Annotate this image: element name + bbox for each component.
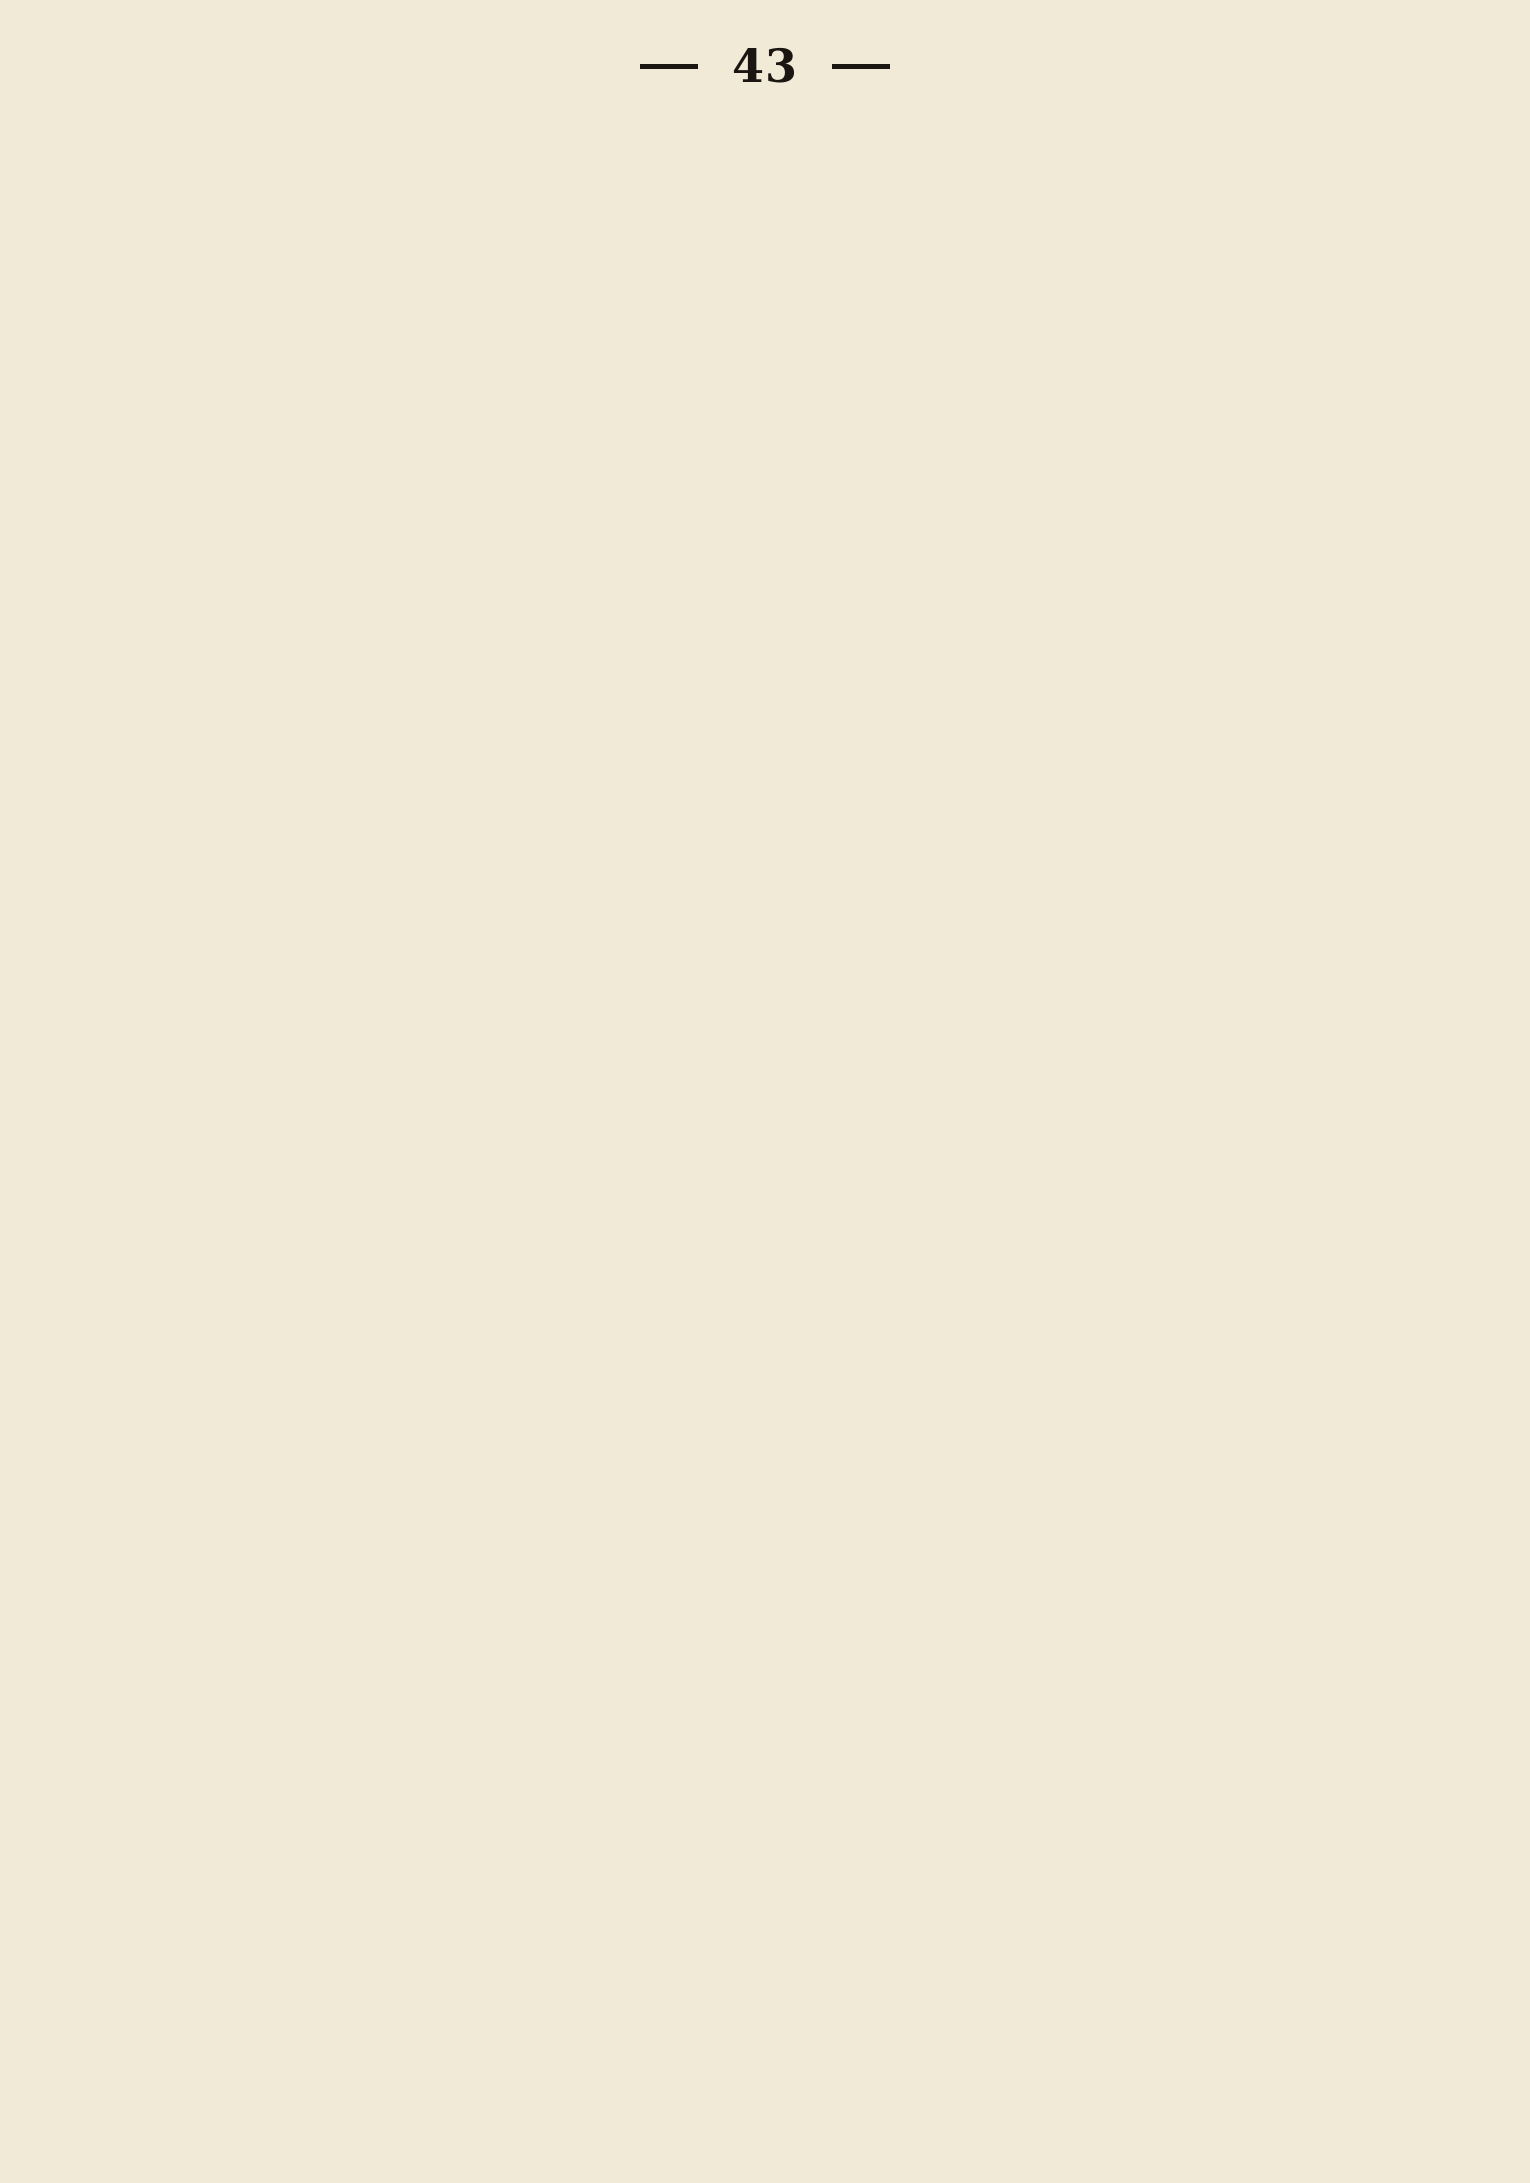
text-line (124, 366, 1380, 430)
text-line (124, 1070, 1380, 1134)
text-line (124, 814, 1380, 878)
text-line (124, 1134, 1380, 1198)
text-line (124, 174, 1380, 238)
text-line (124, 1988, 1380, 2052)
text-line (124, 430, 1380, 494)
text-line (124, 1838, 1380, 1902)
text-line (124, 1390, 1380, 1454)
text-line (124, 558, 1380, 622)
text-line (124, 1924, 1380, 1988)
text-line (124, 1774, 1380, 1838)
page-header (0, 38, 1530, 94)
text-line (124, 110, 1380, 174)
text-line (124, 878, 1380, 942)
text-line (124, 750, 1380, 814)
text-line (124, 942, 1380, 1006)
text-line (124, 1646, 1380, 1710)
text-line (124, 1006, 1380, 1070)
text-line (124, 2116, 1380, 2180)
text-line (124, 1710, 1380, 1774)
text-line (124, 1582, 1380, 1646)
text-line (124, 1326, 1380, 1390)
text-line (124, 1198, 1380, 1262)
text-line (124, 622, 1380, 686)
body-text (124, 110, 1380, 2183)
text-line (124, 1262, 1380, 1326)
header-right-dash (832, 64, 890, 69)
header-left-dash (640, 64, 698, 69)
text-line (124, 2052, 1380, 2116)
text-line (124, 1518, 1380, 1582)
text-line (124, 238, 1380, 302)
text-line (124, 1454, 1380, 1518)
text-line (124, 302, 1380, 366)
page-number: 43 (731, 39, 798, 93)
text-line (124, 686, 1380, 750)
text-line (124, 494, 1380, 558)
